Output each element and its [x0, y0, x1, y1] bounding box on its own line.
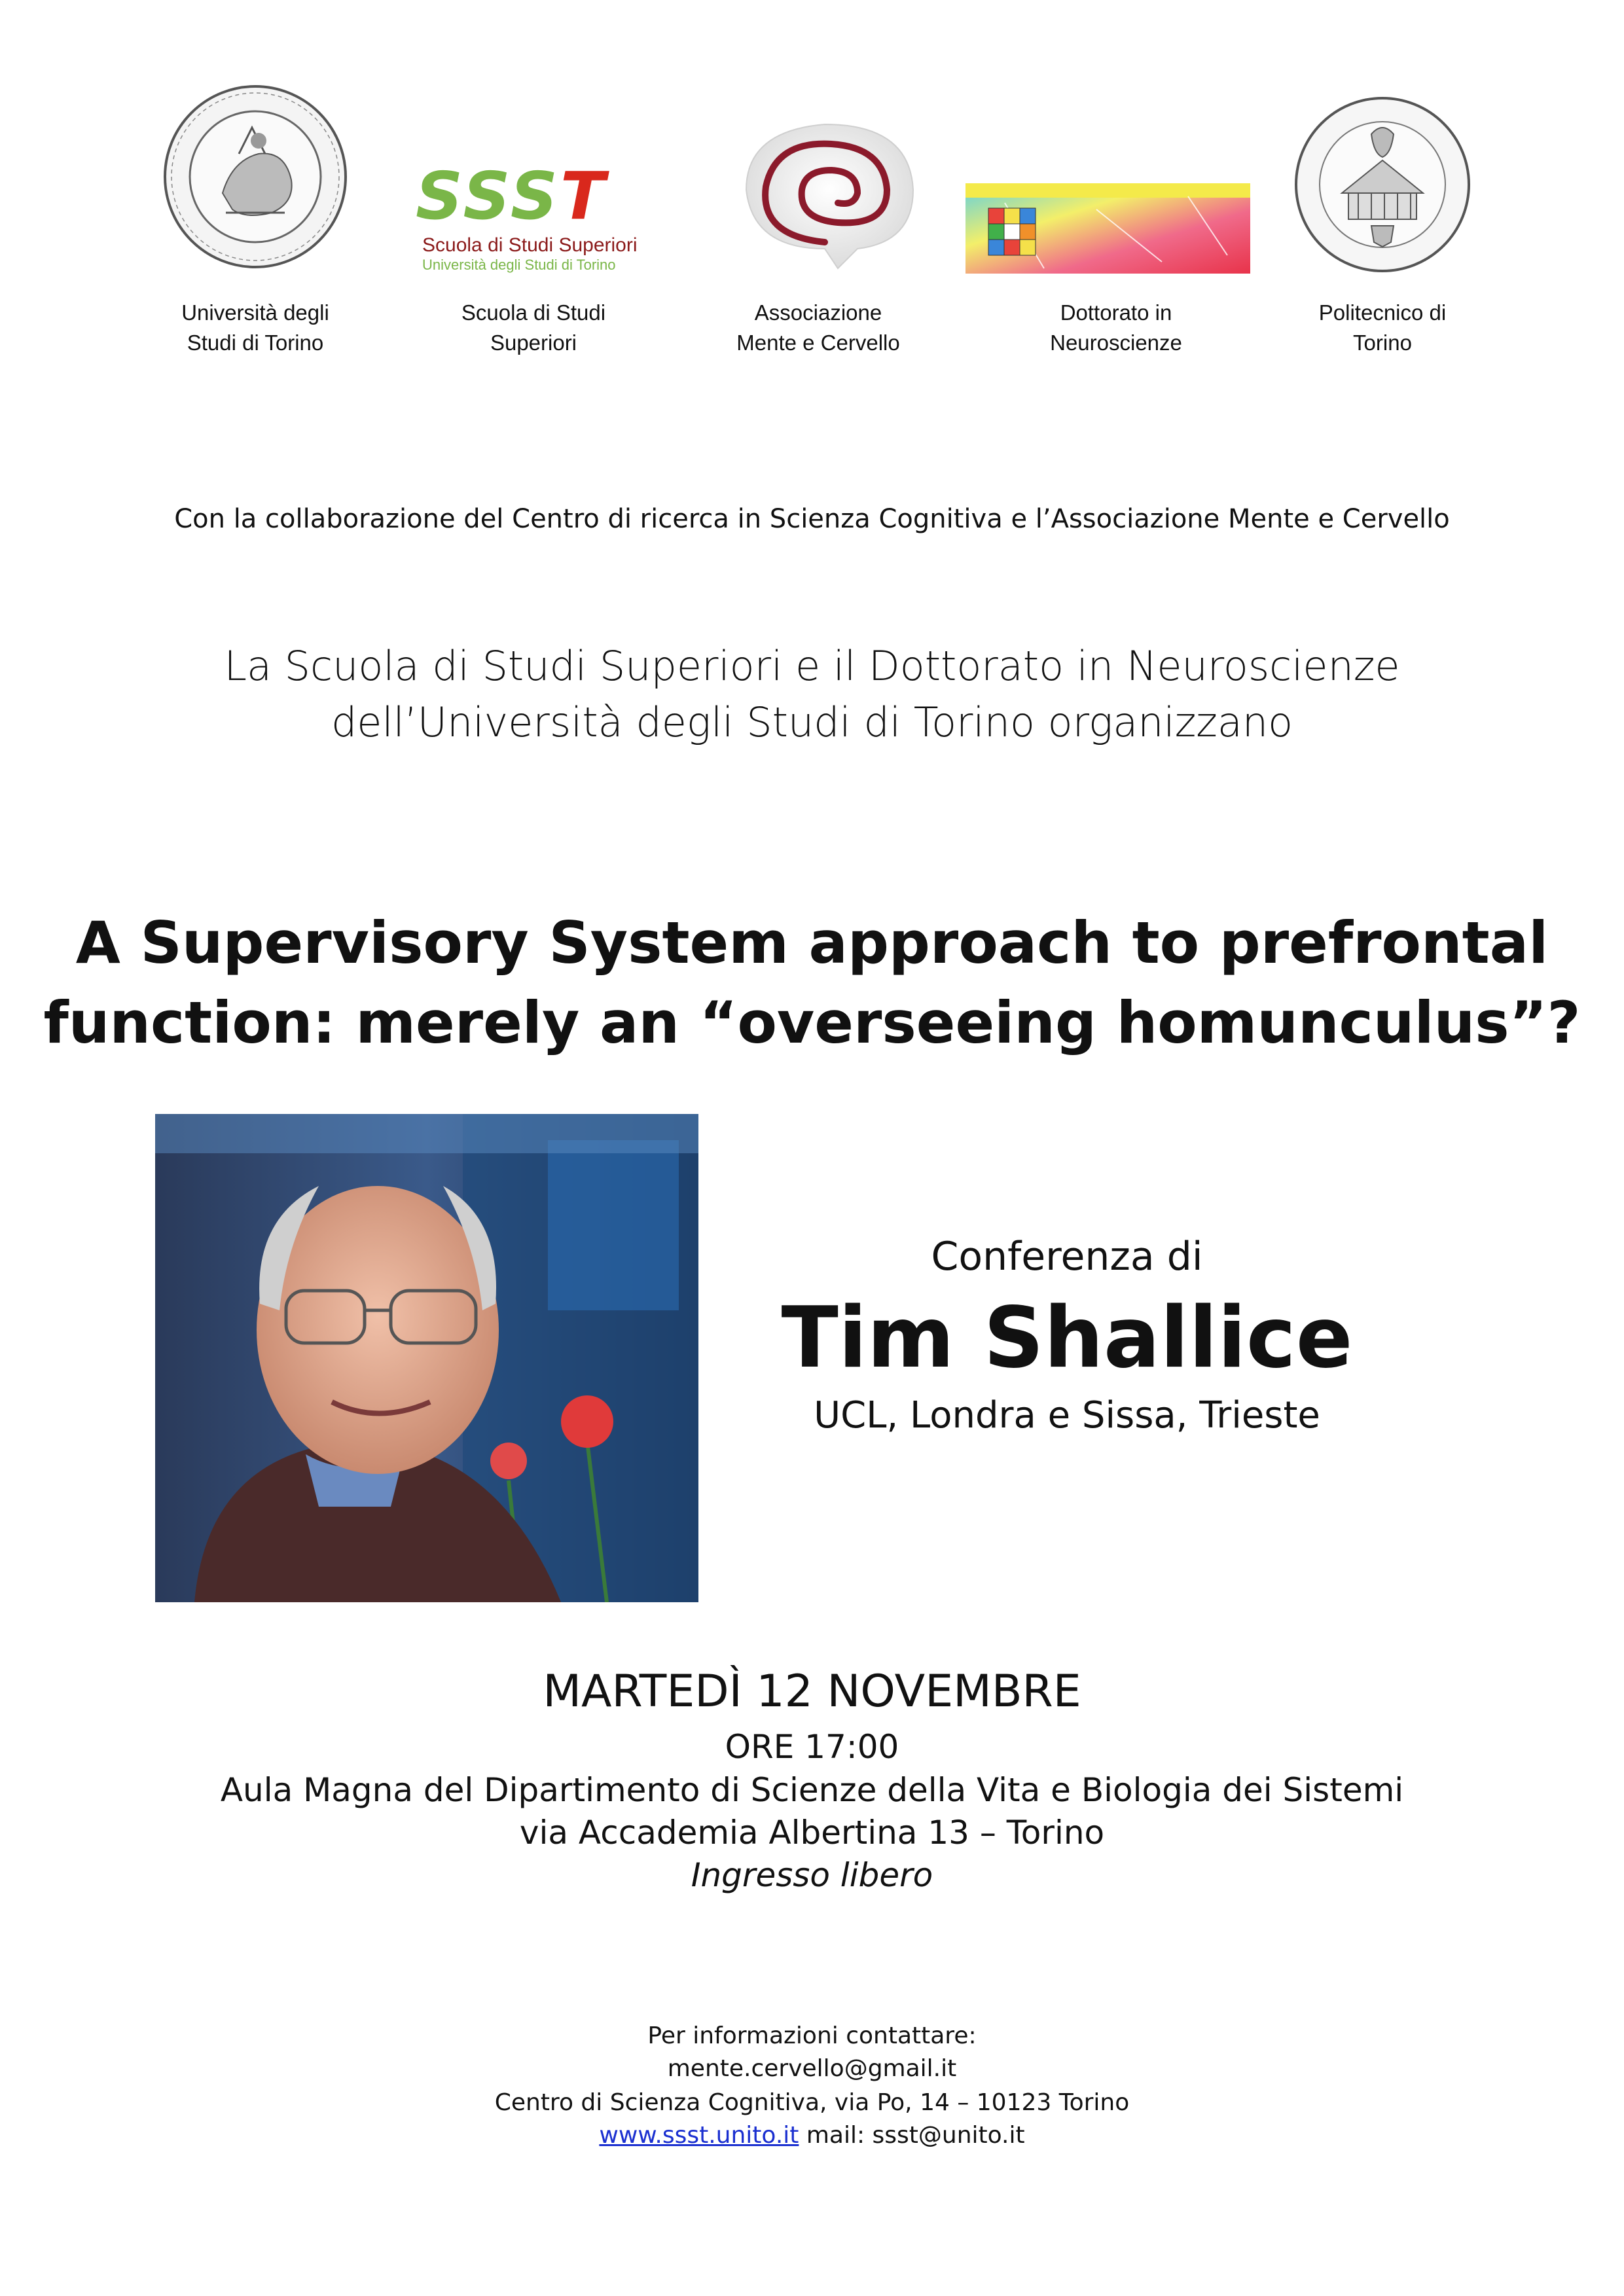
speaker-affiliation: UCL, Londra e Sissa, Trieste: [814, 1394, 1320, 1437]
contact-email[interactable]: mente.cervello@gmail.it: [667, 2055, 957, 2082]
contact-intro: Per informazioni contattare:: [647, 2022, 977, 2049]
collaboration-note: Con la collaborazione del Centro di ricerca in Scienza Cognitiva e l’Associazione Mente e Cervello: [174, 504, 1450, 534]
talk-title: [0, 903, 1624, 1063]
organizer-line: dell’Università degli Studi di Torino organizzano: [331, 698, 1293, 746]
speaker-name: Tim Shallice: [781, 1289, 1353, 1387]
caption-line: Neuroscienze: [1050, 331, 1182, 355]
event-venue: Aula Magna del Dipartimento di Scienze della Vita e Biologia dei Sistemi: [220, 1771, 1404, 1809]
unito-caption: [141, 298, 370, 358]
organizer-statement: [0, 638, 1624, 751]
event-time: ORE 17:00: [725, 1728, 899, 1766]
ssst-logo-sub1: Scuola di Studi Superiori: [422, 234, 638, 256]
brain-spiral-logo: [727, 111, 923, 275]
unito-seal-icon: [160, 82, 350, 272]
ssst-logo-text: SSST: [416, 158, 608, 234]
event-date: MARTEDÌ 12 NOVEMBRE: [543, 1666, 1081, 1717]
polito-seal-icon: [1293, 95, 1473, 275]
organizer-line: La Scuola di Studi Superiori e il Dottorato in Neuroscienze: [224, 642, 1400, 690]
speaker-photo: [155, 1114, 698, 1602]
caption-line: Dottorato in: [1060, 300, 1172, 325]
mente-cervello-caption: [704, 298, 933, 358]
talk-title-line: function: merely an “overseeing homunculus”?: [43, 989, 1581, 1056]
caption-line: Scuola di Studi: [461, 300, 606, 325]
caption-line: Politecnico di: [1318, 300, 1447, 325]
conference-label: Conferenza di: [931, 1234, 1203, 1280]
caption-line: Torino: [1353, 331, 1412, 355]
caption-line: Studi di Torino: [187, 331, 324, 355]
contact-center: Centro di Scienza Cognitiva, via Po, 14 – 10123 Torino: [494, 2089, 1130, 2116]
caption-line: Superiori: [490, 331, 577, 355]
contact-mail: mail: ssst@unito.it: [799, 2122, 1025, 2149]
ssst-logo: [403, 158, 664, 275]
talk-title-line: A Supervisory System approach to prefrontal: [75, 909, 1549, 977]
caption-line: Mente e Cervello: [736, 331, 900, 355]
event-entry: Ingresso libero: [691, 1856, 933, 1894]
polito-caption: [1268, 298, 1497, 358]
ssst-logo-sub2: Università degli Studi di Torino: [422, 257, 616, 273]
event-address: via Accademia Albertina 13 – Torino: [519, 1814, 1105, 1852]
neuroscienze-caption: [1001, 298, 1231, 358]
ssst-caption: [419, 298, 648, 358]
contact-web-line: [0, 2122, 1624, 2149]
caption-line: Università degli: [181, 300, 329, 325]
caption-line: Associazione: [754, 300, 882, 325]
neuroscience-doctorate-logo: [965, 183, 1250, 274]
website-link[interactable]: www.ssst.unito.it: [599, 2122, 799, 2149]
